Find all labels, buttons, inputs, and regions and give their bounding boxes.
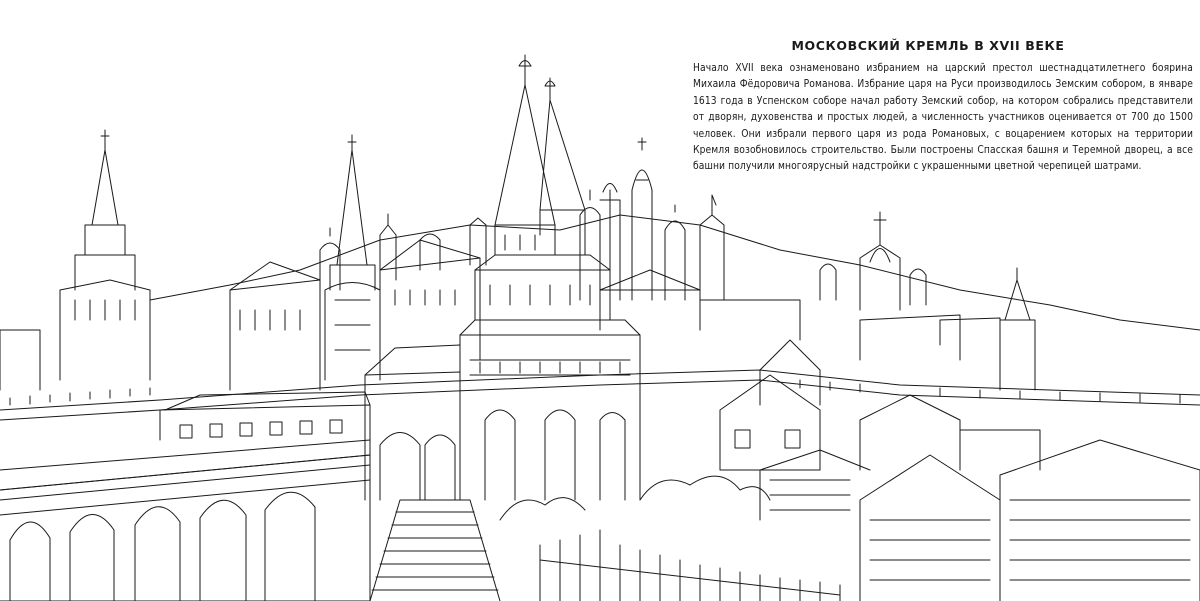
staircase [370, 500, 500, 601]
article-body: Начало XVII века ознаменовано избранием на царский престол шестнадцатилетнего боярина Михаила Фёдоровича Романова. Избрание царя на Руси производилось Земским собором, в январе 1613 года в Успенском соборе начал работу Земский собор, на котором собрались представители от дворян, духовенства и простых людей, а численность участников оценивается от 700 до 1500 человек. Они избрали первого царя из рода Романовых, с воцарением которых на территории Кремля возобновилось строительство. Были построены Спасская башня и Теремной дворец, а все башни получили многоярусный надстройки с украшенными цветной черепицей шатрами. [693, 63, 1193, 173]
left-tower [0, 130, 150, 390]
article-block [693, 38, 1193, 176]
article-title: МОСКОВСКИЙ КРЕМЛЬ В XVII ВЕКЕ [791, 38, 1065, 53]
right-tower [1000, 268, 1035, 390]
kremlin-wall [0, 370, 1200, 420]
palisade-fence [540, 530, 840, 601]
stone-bridge [0, 440, 370, 601]
gatehouse [160, 392, 370, 440]
kremlin-buildings [230, 240, 1000, 390]
main-tower [365, 55, 640, 500]
trees [500, 476, 770, 520]
wooden-houses [720, 340, 1200, 601]
